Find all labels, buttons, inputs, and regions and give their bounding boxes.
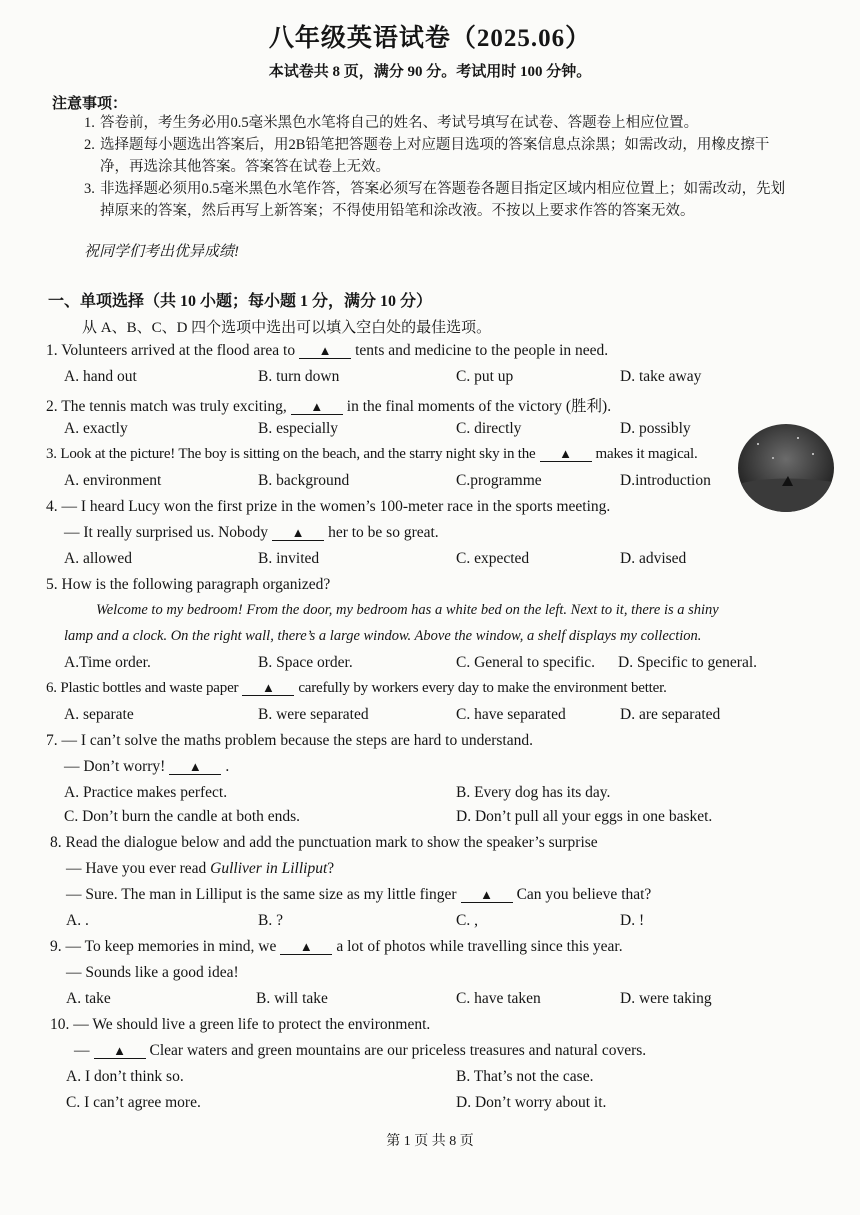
section-instruction: 从 A、B、C、D 四个选项中选出可以填入空白处的最佳选项。 [82,320,492,336]
option-a: A. hand out [64,368,137,385]
exam-subtitle: 本试卷共 8 页，满分 90 分。考试用时 100 分钟。 [268,64,592,80]
note-number: 2. [84,137,95,153]
question-8-line2: — Have you ever read Gulliver in Lilliput? [66,860,335,877]
question-9-line2: — Sounds like a good idea! [66,964,239,981]
option-b: B. turn down [258,368,340,385]
option-d: D. ! [620,912,645,929]
option-c: C. have separated [456,706,566,723]
paragraph-line: Welcome to my bedroom! From the door, my bedroom has a white bed on the left. Next to it, there is a shiny [96,602,719,618]
question-10-line1: 10. — We should live a green life to protect the environment. [50,1016,431,1033]
good-luck-wish: 祝同学们考出优异成绩! [84,244,239,260]
answer-blank: ▲ [299,343,351,359]
beach-night-sky-photo [738,424,834,512]
option-b: B. were separated [258,706,369,723]
option-c: C. put up [456,368,514,385]
question-9-stem: 9. — To keep memories in mind, we ▲ a lot of photos while travelling since this year. [50,938,623,955]
note-item [84,178,789,222]
note-number: 3. [84,181,95,197]
option-d: D.introduction [620,472,711,489]
paragraph-line: lamp and a clock. On the right wall, there’s a large window. Above the window, a shelf displays my collection. [64,628,702,644]
question-4-line1: 4. — I heard Lucy won the first prize in the women’s 100-meter race in the sports meeting. [46,498,611,515]
note-text: 答卷前，考生务必用0.5毫米黑色水笔将自己的姓名、考试号填写在试卷、答题卷上相应位置。 [100,115,699,131]
option-d: D. Don’t pull all your eggs in one basket. [456,808,713,825]
option-b: B. will take [256,990,328,1007]
option-c: C. directly [456,420,522,437]
option-a: A. Practice makes perfect. [64,784,228,801]
option-a: A. separate [64,706,134,723]
note-item [84,112,789,134]
option-c: C. General to specific. [456,654,596,671]
question-3-stem: 3. Look at the picture! The boy is sitting on the beach, and the starry night sky in the ▲ makes it magical. [46,446,698,462]
notes-heading: 注意事项： [52,96,128,112]
book-title: Gulliver in Lilliput [210,860,328,877]
question-8-line1: 8. Read the dialogue below and add the punctuation mark to show the speaker’s surprise [50,834,598,851]
option-b: B. Every dog has its day. [456,784,611,801]
option-a: A. take [66,990,111,1007]
option-a: A. exactly [64,420,128,437]
answer-blank: ▲ [280,939,332,955]
note-text: 选择题每小题选出答案后，用2B铅笔把答题卷上对应题目选项的答案信息点涂黑；如需改动，用橡皮擦干净，再选涂其他答案。答案答在试卷上无效。 [100,137,770,175]
option-b: B. That’s not the case. [456,1068,594,1085]
answer-blank: ▲ [169,759,221,775]
option-d: D. were taking [620,990,712,1007]
answer-blank: ▲ [94,1043,146,1059]
note-text: 非选择题必须用0.5毫米黑色水笔作答，答案必须写在答题卷各题目指定区域内相应位置上；如需改动，先划掉原来的答案，然后再写上新答案；不得使用铅笔和涂改液。不按以上要求作答的答案无效。 [100,181,786,219]
option-a: A. allowed [64,550,133,567]
option-b: B. background [258,472,350,489]
option-a: A. environment [64,472,162,489]
option-b: B. ? [258,912,283,929]
option-a: A.Time order. [64,654,151,671]
question-1-stem: 1. Volunteers arrived at the flood area to ▲ tents and medicine to the people in need. [46,342,609,359]
question-4-stem: — It really surprised us. Nobody ▲ her to be so great. [64,524,439,541]
note-item [84,134,789,178]
option-d: D. are separated [620,706,721,723]
answer-blank: ▲ [272,525,324,541]
answer-blank: ▲ [461,887,513,903]
option-c: C. expected [456,550,530,567]
question-2-stem: 2. The tennis match was truly exciting, ▲ in the final moments of the victory (胜利). [46,398,612,415]
question-5-stem: 5. How is the following paragraph organized? [46,576,331,593]
option-c: C. have taken [456,990,541,1007]
option-d: D. Don’t worry about it. [456,1094,607,1111]
answer-blank: ▲ [291,399,343,415]
option-a: A. I don’t think so. [66,1068,184,1085]
exam-title: 八年级英语试卷（2025.06） [268,25,592,52]
option-d: D. advised [620,550,687,567]
answer-blank: ▲ [540,446,592,462]
option-b: B. invited [258,550,320,567]
page-footer: 第 1 页 共 8 页 [386,1134,474,1149]
question-7-line1: 7. — I can’t solve the maths problem because the steps are hard to understand. [46,732,533,749]
option-d: D. take away [620,368,702,385]
option-a: A. . [66,912,89,929]
question-8-stem: — Sure. The man in Lilliput is the same size as my little finger ▲ Can you believe that? [66,886,652,903]
option-c: C. I can’t agree more. [66,1094,201,1111]
question-6-stem: 6. Plastic bottles and waste paper ▲ carefully by workers every day to make the environment better. [46,680,667,696]
question-7-stem: — Don’t worry! ▲ . [64,758,230,775]
option-d: D. Specific to general. [618,654,758,671]
question-10-stem: — ▲ Clear waters and green mountains are our priceless treasures and natural covers. [74,1042,647,1059]
option-d: D. possibly [620,420,691,437]
note-number: 1. [84,115,95,131]
option-c: C. Don’t burn the candle at both ends. [64,808,301,825]
section-title: 一、单项选择（共 10 小题；每小题 1 分，满分 10 分） [48,293,433,310]
option-b: B. Space order. [258,654,353,671]
option-c: C. , [456,912,478,929]
option-c: C.programme [456,472,542,489]
answer-blank: ▲ [242,680,294,696]
option-b: B. especially [258,420,339,437]
